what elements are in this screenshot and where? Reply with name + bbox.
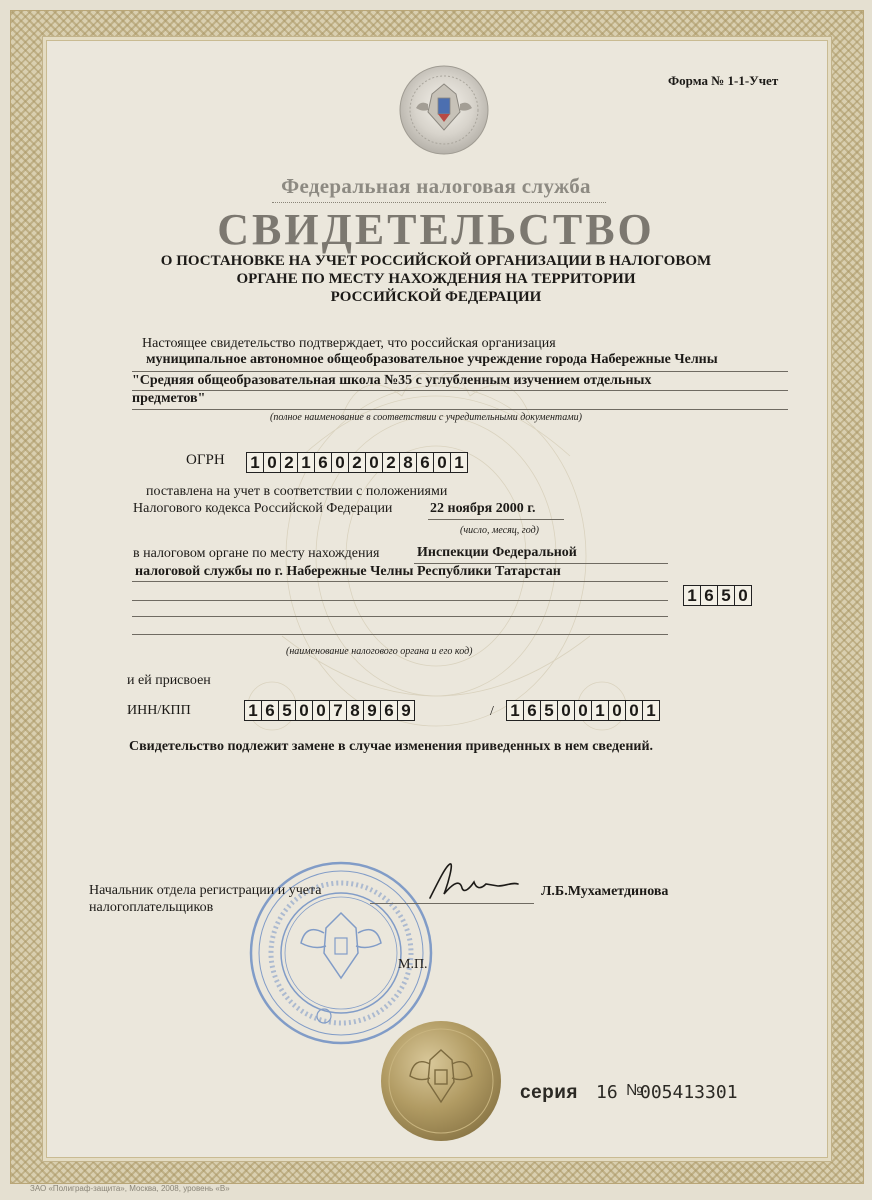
ogrn-digit: 2 (281, 453, 298, 472)
tax-office-caption: (наименование налогового органа и его код) (286, 646, 473, 657)
signature-line (370, 903, 534, 904)
ogrn-digit: 6 (315, 453, 332, 472)
tax-code-digit: 1 (684, 586, 701, 605)
tax-code-digit: 0 (738, 586, 748, 605)
organization-name-caption: (полное наименование в соответствии с учредительными документами) (270, 412, 582, 423)
ogrn-digit: 1 (454, 453, 464, 472)
fill-line (132, 409, 788, 410)
ogrn-digit: 1 (298, 453, 315, 472)
organization-name-line: "Средняя общеобразовательная школа №35 с углубленным изучением отдельных (132, 373, 652, 388)
kpp-digit: 1 (507, 701, 524, 720)
fill-line (132, 616, 668, 617)
kpp-digit: 6 (524, 701, 541, 720)
issuing-authority: Федеральная налоговая служба (281, 174, 591, 198)
tax-office-name: Инспекции Федеральной (417, 545, 577, 560)
inn-digit: 6 (381, 701, 398, 720)
ogrn-digit: 0 (264, 453, 281, 472)
registration-text: Налогового кодекса Российской Федерации (133, 501, 393, 516)
document-title: СВИДЕТЕЛЬСТВО (217, 205, 655, 254)
seal-place-label: М.П. (398, 957, 428, 972)
number-sign: № (626, 1082, 644, 1099)
fill-line (132, 371, 788, 372)
authority-divider (272, 202, 606, 203)
inn-digit: 9 (364, 701, 381, 720)
inn-digit: 5 (279, 701, 296, 720)
printer-imprint: ЗАО «Полиграф-защита», Москва, 2008, уровень «В» (30, 1184, 230, 1193)
kpp-digit: 0 (558, 701, 575, 720)
registration-text: поставлена на учет в соответствии с положениями (146, 484, 448, 499)
tax-code-digit: 5 (718, 586, 735, 605)
ogrn-digit: 0 (366, 453, 383, 472)
fill-line (428, 519, 564, 520)
kpp-digit: 0 (609, 701, 626, 720)
subtitle-line: О ПОСТАНОВКЕ НА УЧЕТ РОССИЙСКОЙ ОРГАНИЗАЦИИ В НАЛОГОВОМ (160, 253, 712, 269)
ogrn-digit: 0 (332, 453, 349, 472)
inn-digit: 1 (245, 701, 262, 720)
fill-line (132, 600, 668, 601)
tax-office-name: налоговой службы по г. Набережные Челны Республики Татарстан (135, 564, 561, 579)
inn-digit: 8 (347, 701, 364, 720)
ogrn-digit: 2 (383, 453, 400, 472)
inn-kpp-label: ИНН/КПП (127, 703, 191, 718)
subtitle-line: РОССИЙСКОЙ ФЕДЕРАЦИИ (330, 289, 542, 305)
date-caption: (число, месяц, год) (460, 525, 539, 536)
fill-line (132, 634, 668, 635)
series-label: серия (520, 1082, 579, 1103)
hologram-emblem-icon (398, 64, 490, 156)
kpp-digit: 0 (575, 701, 592, 720)
signature-icon (420, 858, 530, 904)
kpp-digit: 1 (646, 701, 656, 720)
signer-name: Л.Б.Мухаметдинова (541, 884, 669, 899)
intro-text: Настоящее свидетельство подтверждает, что российская организация (142, 336, 556, 351)
registration-date: 22 ноября 2000 г. (430, 501, 536, 516)
signer-role: налогоплательщиков (89, 900, 214, 915)
signer-role: Начальник отдела регистрации и учета (89, 883, 322, 898)
inn-digit: 0 (313, 701, 330, 720)
ogrn-digit: 2 (349, 453, 366, 472)
series-value: 16 (596, 1082, 618, 1103)
gold-seal-icon (380, 1020, 502, 1142)
form-number: Форма № 1-1-Учет (668, 73, 779, 88)
ogrn-digit: 1 (247, 453, 264, 472)
assigned-label: и ей присвоен (127, 673, 211, 688)
ogrn-digits (246, 452, 468, 473)
tax-office-label: в налоговом органе по месту нахождения (133, 546, 380, 561)
ogrn-label: ОГРН (186, 452, 225, 468)
ogrn-digit: 8 (400, 453, 417, 472)
inn-digit: 0 (296, 701, 313, 720)
kpp-digit: 0 (626, 701, 643, 720)
organization-name-line: муниципальное автономное общеобразовательное учреждение города Набережные Челны (146, 352, 718, 367)
inn-digit: 7 (330, 701, 347, 720)
inn-digit: 6 (262, 701, 279, 720)
organization-name-line: предметов" (132, 391, 206, 406)
fill-line (132, 390, 788, 391)
ogrn-digit: 6 (417, 453, 434, 472)
replacement-notice: Свидетельство подлежит замене в случае изменения приведенных в нем сведений. (129, 739, 654, 754)
inn-kpp-separator: / (490, 704, 494, 719)
serial-number: 005413301 (640, 1082, 738, 1103)
kpp-digits (506, 700, 660, 721)
fill-line (132, 581, 668, 582)
kpp-digit: 5 (541, 701, 558, 720)
tax-code-digit: 6 (701, 586, 718, 605)
kpp-digit: 1 (592, 701, 609, 720)
tax-office-code-digits (683, 585, 752, 606)
inn-digit: 9 (401, 701, 411, 720)
ogrn-digit: 0 (434, 453, 451, 472)
subtitle-line: ОРГАНЕ ПО МЕСТУ НАХОЖДЕНИЯ НА ТЕРРИТОРИИ (236, 271, 636, 287)
inn-digits (244, 700, 415, 721)
